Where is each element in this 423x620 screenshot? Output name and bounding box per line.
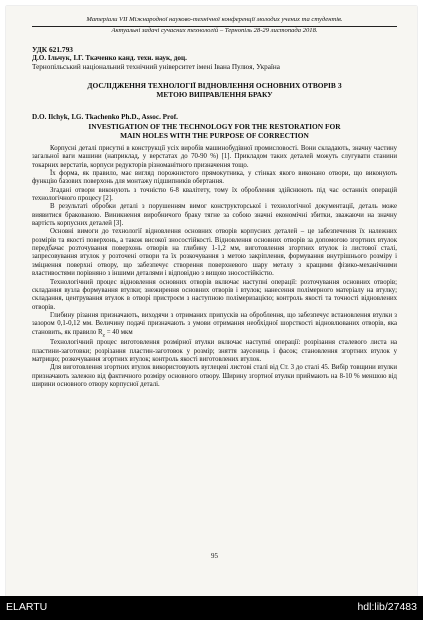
- title-ua-line-1: ДОСЛІДЖЕННЯ ТЕХНОЛОГІЇ ВІДНОВЛЕННЯ ОСНОВНИХ ОТВОРІВ З: [87, 81, 342, 90]
- repository-footer: [0, 596, 423, 620]
- title-en-line-2: MAIN HOLES WITH THE PURPOSE OF CORRECTION: [120, 131, 309, 140]
- title-ua-line-2: МЕТОЮ ВИПРАВЛЕННЯ БРАКУ: [156, 90, 273, 99]
- footer-handle: hdl:lib/27483: [357, 601, 417, 613]
- paragraph: Технологічний процес відновлення основних отворів включає наступні операції: розточування основних отворів; складання вузла формування втулки; знежирення основних отворів і втулок; нанесення полімерного матеріалу на втулку; складання, центрування втулок в отворі пристроєм з наступною полімеризацією; контроль якості та точності відновлених отворів.: [32, 278, 397, 311]
- udc-code: УДК 621.793: [32, 45, 73, 54]
- header-line-2: Актуальні задачі сучасних технологій – Тернопіль 28-29 листопада 2018.: [111, 27, 318, 34]
- paragraph: Їх форма, як правило, має вигляд порожнистого прямокутника, у стінках якого виконано отвори, що виконують функцію базових поверхонь для монтажу підшипників обертання.: [32, 170, 397, 186]
- paragraph: Для виготовлення згортних втулок використовують вуглецеві листові сталі від Ст. 3 до сталі 45. Вибір товщини втулки призначають залежно від фактичного розміру основного отвору. Ширину згортної втулки приймають на 8-10 % меншою від ширини основного отвору корпусної деталі.: [32, 364, 397, 388]
- paragraph: Глибину різання призначають, виходячи з отриманих припусків на оброблення, що забезпечує встановлення втулки з зазором 0,1-0,12 мм. Величину подачі призначають з умови отримання необхідної шорсткості відновлюваних отворів, яка становить, як правило $R_z = 40$ мкм: [32, 311, 397, 338]
- body-text: [32, 145, 397, 389]
- title-en: [32, 122, 397, 140]
- affiliation: Тернопільський національний технічний університет імені Івана Пулюя, Україна: [32, 63, 280, 71]
- header-line-1: Матеріали VII Міжнародної науково-технічної конференції молодих учених та студентів.: [86, 16, 343, 23]
- footer-repository-name: ELARTU: [6, 601, 48, 613]
- conference-header: [32, 16, 397, 35]
- page-content: [32, 16, 397, 560]
- page-number: 95: [211, 552, 218, 560]
- scanned-page: [6, 6, 417, 596]
- paragraph: Основні вимоги до технології відновлення основних отворів корпусних деталей – це забезпечення їх належних розмірів та якості поверхонь, а також високої зносостійкості. Відновлення основних отворів за допомогою згортних втулок передбачає розточування поверхонь отворів на глибину 1-1,2 мм, виготовлення згортних втулок із листової сталі, запресовування втулок у розточені отвори та їх розкочування з метою закріплення, формування внутрішнього розміру і зміцнення поверхні отвору, що забезпечує створення поверхневого шару металу з кращими фізико-механічними властивостями порівняно з іншими деталями і відповідно з вищою зносостійкістю.: [32, 228, 397, 278]
- authors-en: D.O. Ilchyk, I.G. Tkachenko Ph.D., Assoc. Prof.: [32, 113, 178, 121]
- title-ua: [32, 81, 397, 99]
- authors-ua: Д.О. Ільчук, І.Г. Ткаченко канд. техн. наук, доц.: [32, 54, 187, 62]
- title-en-line-1: INVESTIGATION OF THE TECHNOLOGY FOR THE RESTORATION FOR: [88, 122, 341, 131]
- paragraph: Корпусні деталі присутні в конструкції усіх виробів машинобудівної промисловості. Вони складають, значну частину загальної ваги машини (наприклад, у верстатах до 70-90 %) [1]. Прикладом таких деталей можуть слугувати станини токарних верстатів, корпуси редукторів різноманітного призначення тощо.: [32, 145, 397, 169]
- paragraph: В результаті обробки деталі з порушенням вимог конструкторської і технологічної документації, деталь може виявитися бракованою. Виникнення виробничого браку тягне за собою значні економічні збитки, зважаючи на значну вартість корпусних деталей [3].: [32, 203, 397, 228]
- paragraph: Згадані отвори виконують з точністю 6-8 квалітету, тому їх оброблення здійснюють під час останніх операцій технологічного процесу [2].: [32, 186, 397, 203]
- paragraph: Технологічний процес виготовлення розмірної втулки включає наступні операції: розрізання сталевого листа на пластини-заготовки; розрізання пластин-заготовок у розмір; зняття заусениць і фасок; становлення згортних втулок у матрицю; розкочування згортних втулок; контроль якості виготовлених втулок.: [32, 339, 397, 363]
